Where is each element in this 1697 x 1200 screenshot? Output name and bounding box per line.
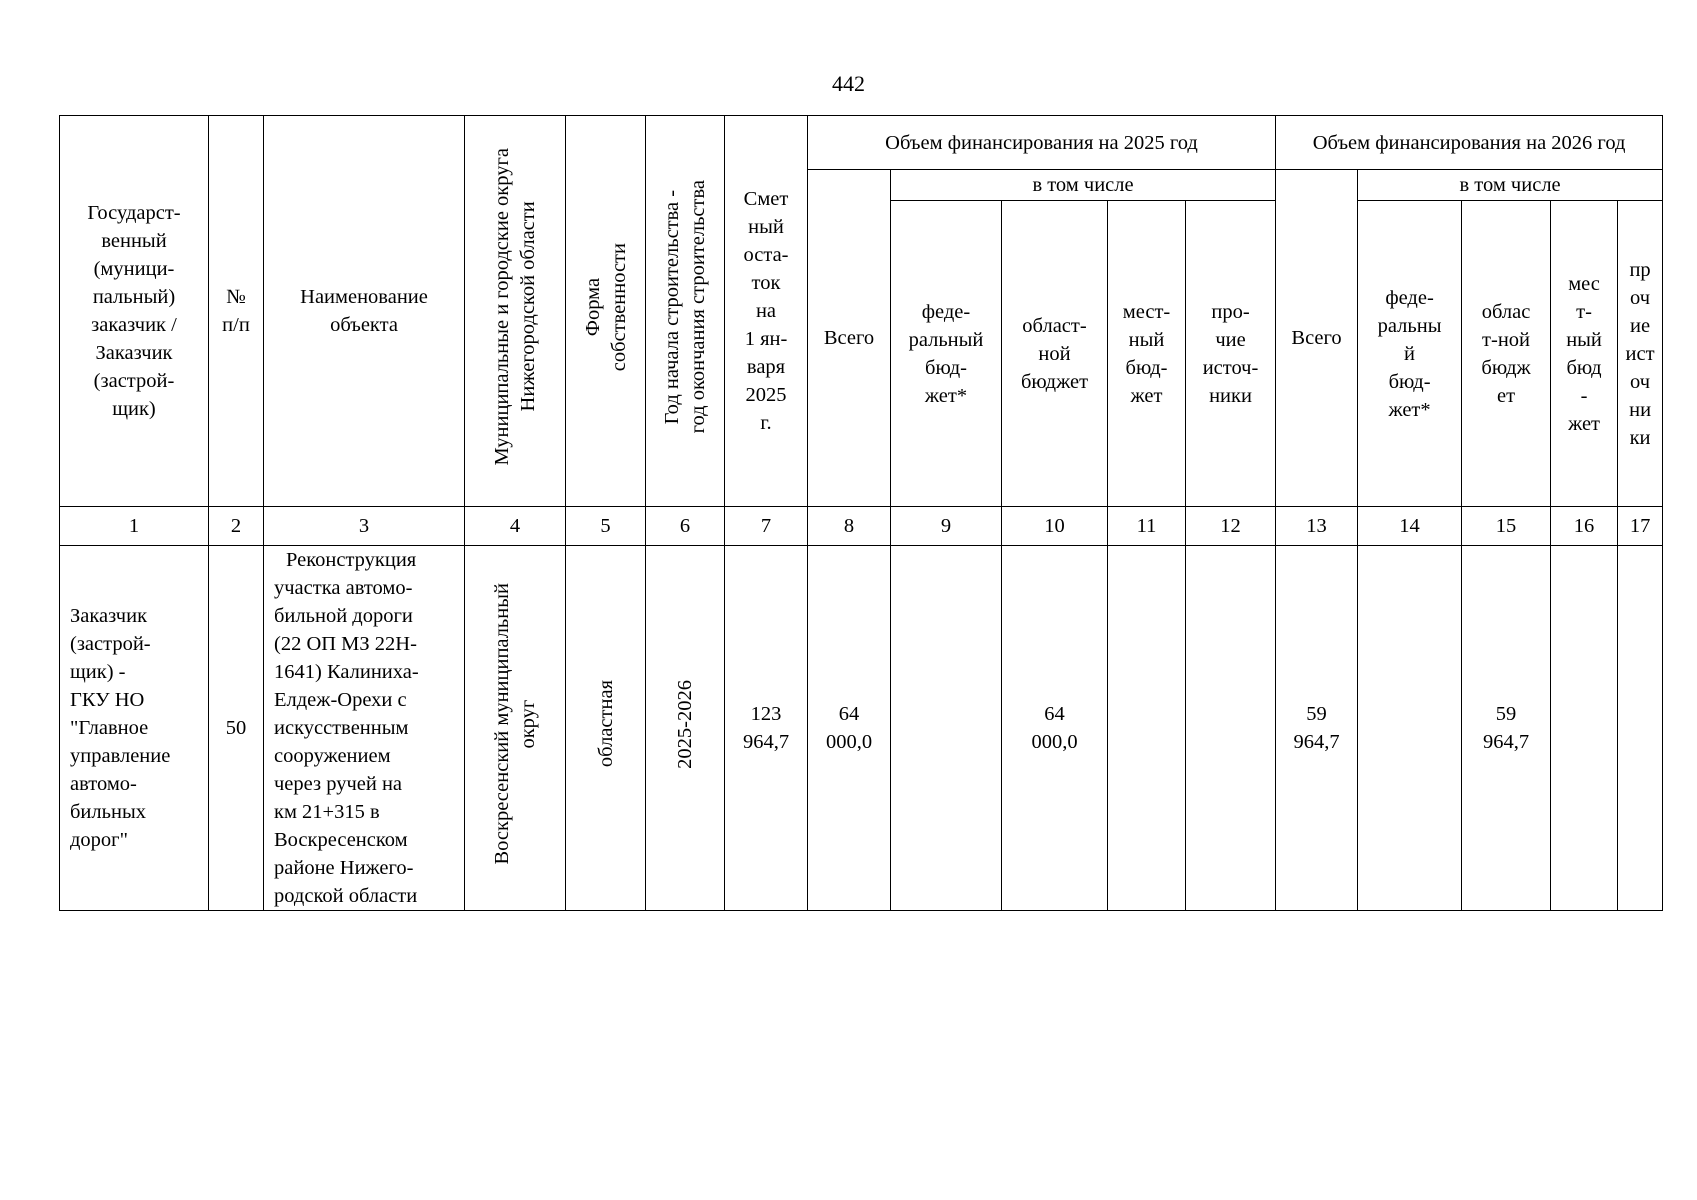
column-number: 4 xyxy=(465,507,566,546)
row-ownership-cell xyxy=(566,546,646,911)
row-total-2026: 59 964,7 xyxy=(1276,546,1358,911)
column-number: 1 xyxy=(60,507,209,546)
header-federal-2025: феде- ральный бюд- жет* xyxy=(891,201,1002,507)
row-regional-2026: 59 964,7 xyxy=(1462,546,1551,911)
header-ownership: Форма собственности xyxy=(581,242,630,372)
row-object-name xyxy=(264,546,465,911)
column-number: 7 xyxy=(725,507,808,546)
column-number: 5 xyxy=(566,507,646,546)
row-municipality-cell xyxy=(465,546,566,911)
header-remaining: Смет ный оста- ток на 1 ян- варя 2025 г. xyxy=(725,116,808,507)
row-customer: Заказчик (застрой- щик) - ГКУ НО "Главное управление автомо- бильных дорог" xyxy=(60,546,209,911)
row-other-2026 xyxy=(1618,546,1663,911)
header-object-name: Наименование объекта xyxy=(264,116,465,507)
column-number: 6 xyxy=(646,507,725,546)
header-municipality-cell xyxy=(465,116,566,507)
column-number: 2 xyxy=(209,507,264,546)
row-total-2025: 64 000,0 xyxy=(808,546,891,911)
column-number: 8 xyxy=(808,507,891,546)
row-object-name-rest: участка автомо- бильной дороги (22 ОП МЗ 22Н- 1641) Калиниха- Елдеж-Орехи с искусственным сооружением через ручей на км 21+315 в Воскресенском районе Нижего- родской области xyxy=(274,577,419,907)
header-other-2026: пр оч ие ист оч ни ки xyxy=(1618,201,1663,507)
column-number: 11 xyxy=(1108,507,1186,546)
column-number: 15 xyxy=(1462,507,1551,546)
header-years: Год начала строительства - год окончания строительства xyxy=(661,180,709,434)
row-regional-2025: 64 000,0 xyxy=(1002,546,1108,911)
financing-table xyxy=(59,115,1663,911)
header-total-2026: Всего xyxy=(1276,170,1358,507)
header-including-2026: в том числе xyxy=(1358,170,1663,201)
column-number: 9 xyxy=(891,507,1002,546)
row-federal-2026 xyxy=(1358,546,1462,911)
row-object-name-first: Реконструкция xyxy=(286,549,417,571)
row-num: 50 xyxy=(209,546,264,911)
row-other-2025 xyxy=(1186,546,1276,911)
column-number-row xyxy=(60,507,1663,546)
row-local-2025 xyxy=(1108,546,1186,911)
row-federal-2025 xyxy=(891,546,1002,911)
row-remaining: 123 964,7 xyxy=(725,546,808,911)
header-including-2025: в том числе xyxy=(891,170,1276,201)
header-row-1 xyxy=(60,116,1663,170)
row-years-cell xyxy=(646,546,725,911)
header-years-cell xyxy=(646,116,725,507)
page-number: 442 xyxy=(832,71,865,96)
header-regional-2025: област- ной бюджет xyxy=(1002,201,1108,507)
header-municipality: Муниципальные и городские округа Нижегородской области xyxy=(491,148,539,466)
row-local-2026 xyxy=(1551,546,1618,911)
header-num: № п/п xyxy=(209,116,264,507)
column-number: 12 xyxy=(1186,507,1276,546)
column-number: 17 xyxy=(1618,507,1663,546)
column-number: 16 xyxy=(1551,507,1618,546)
header-customer: Государст- венный (муници- пальный) заказчик / Заказчик (застрой- щик) xyxy=(60,116,209,507)
header-federal-2026: феде- ральны й бюд- жет* xyxy=(1358,201,1462,507)
column-number: 13 xyxy=(1276,507,1358,546)
header-total-2025: Всего xyxy=(808,170,891,507)
header-fin-2025: Объем финансирования на 2025 год xyxy=(808,116,1276,170)
row-municipality: Воскресенский муниципальный округ xyxy=(491,583,539,865)
header-ownership-cell xyxy=(566,116,646,507)
table-row xyxy=(60,546,1663,911)
header-regional-2026: облас т-ной бюдж ет xyxy=(1462,201,1551,507)
header-local-2026: мес т- ный бюд - жет xyxy=(1551,201,1618,507)
column-number: 10 xyxy=(1002,507,1108,546)
row-years: 2025-2026 xyxy=(674,679,696,769)
header-fin-2026: Объем финансирования на 2026 год xyxy=(1276,116,1663,170)
header-local-2025: мест- ный бюд- жет xyxy=(1108,201,1186,507)
column-number: 14 xyxy=(1358,507,1462,546)
column-number: 3 xyxy=(264,507,465,546)
header-other-2025: про- чие источ- ники xyxy=(1186,201,1276,507)
row-ownership: областная xyxy=(594,680,617,768)
